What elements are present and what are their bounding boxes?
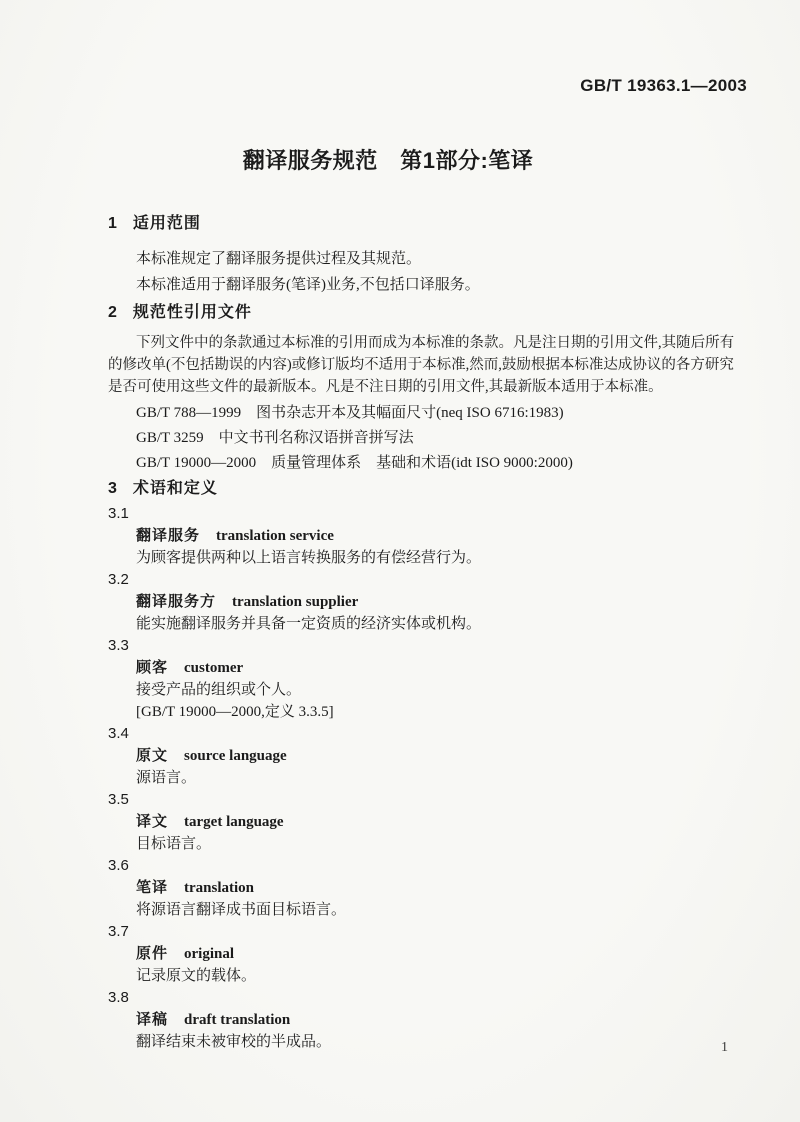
term-entry: [108, 789, 730, 855]
section-number: 2: [108, 304, 117, 321]
term-zh: 翻译服务方: [136, 593, 217, 610]
section-heading: [108, 479, 730, 499]
term-number: 3.6: [108, 857, 129, 874]
term-zh: 笔译: [136, 879, 169, 896]
section-heading: [108, 303, 730, 323]
term-title: [108, 591, 730, 613]
section-heading: [108, 214, 730, 234]
paragraph-line: 的修改单(不包括勘误的内容)或修订版均不适用于本标准,然而,鼓励根据本标准达成协议的各方研究: [108, 357, 734, 373]
term-number: 3.3: [108, 637, 129, 654]
doc-number: GB/T 19363.1—2003: [580, 76, 747, 95]
section-heading-label: 术语和定义: [132, 480, 218, 497]
term-entry: [108, 855, 730, 921]
paragraph-line: 是否可使用这些文件的最新版本。凡是不注日期的引用文件,其最新版本适用于本标准。: [108, 379, 663, 395]
term-zh: 译稿: [136, 1011, 169, 1028]
term-en: draft translation: [184, 1012, 291, 1028]
term-definition: 将源语言翻译成书面目标语言。: [136, 902, 347, 918]
term-number: 3.1: [108, 505, 129, 522]
term-entry: [108, 569, 730, 635]
section-scope: [108, 214, 730, 298]
term-en: translation service: [216, 528, 334, 544]
section-heading-label: 规范性引用文件: [132, 304, 252, 321]
paragraph-line: 下列文件中的条款通过本标准的引用而成为本标准的条款。凡是注日期的引用文件,其随后所有: [136, 335, 735, 351]
term-zh: 译文: [136, 813, 169, 830]
term-zh: 翻译服务: [136, 527, 201, 544]
term-number: 3.8: [108, 989, 129, 1006]
term-en: translation: [184, 880, 255, 896]
term-list: [108, 503, 730, 1053]
paragraph: 本标准适用于翻译服务(笔译)业务,不包括口译服务。: [136, 277, 480, 293]
term-title: [108, 745, 730, 767]
term-title: [108, 877, 730, 899]
intro-paragraph: [108, 332, 735, 398]
term-title: [108, 811, 730, 833]
term-en: customer: [184, 660, 244, 676]
term-zh: 原文: [136, 747, 169, 764]
section-number: 1: [108, 215, 117, 232]
term-title: [108, 657, 730, 679]
term-definition: 翻译结束未被审校的半成品。: [136, 1034, 332, 1050]
term-entry: [108, 987, 730, 1053]
term-source-note: [GB/T 19000—2000,定义 3.3.5]: [136, 704, 334, 720]
term-number: 3.5: [108, 791, 129, 808]
term-number: 3.7: [108, 923, 129, 940]
term-title: [108, 1009, 730, 1031]
section-normative-references: [108, 303, 735, 476]
reference-item: GB/T 3259 中文书刊名称汉语拼音拼写法: [136, 430, 414, 446]
term-number: 3.4: [108, 725, 129, 742]
term-definition: 源语言。: [136, 770, 197, 786]
term-definition: 记录原文的载体。: [136, 968, 257, 984]
term-en: source language: [184, 748, 287, 764]
term-definition: 能实施翻译服务并具备一定资质的经济实体或机构。: [136, 616, 482, 632]
term-entry: [108, 503, 730, 569]
reference-item: GB/T 788—1999 图书杂志开本及其幅面尺寸(neq ISO 6716:1983): [136, 405, 564, 421]
term-zh: 顾客: [136, 659, 169, 676]
term-zh: 原件: [136, 945, 169, 962]
paragraph: 本标准规定了翻译服务提供过程及其规范。: [136, 251, 422, 267]
term-definition: 目标语言。: [136, 836, 212, 852]
term-entry: [108, 635, 730, 723]
term-en: original: [184, 946, 235, 962]
term-definition: 为顾客提供两种以上语言转换服务的有偿经营行为。: [136, 550, 482, 566]
section-heading-label: 适用范围: [132, 215, 201, 232]
term-en: translation supplier: [232, 594, 359, 610]
term-entry: [108, 723, 730, 789]
term-number: 3.2: [108, 571, 129, 588]
section-terms-definitions: [108, 479, 730, 1053]
term-title: [108, 943, 730, 965]
term-title: [108, 525, 730, 547]
page-number: 1: [721, 1040, 728, 1055]
term-en: target language: [184, 814, 284, 830]
section-number: 3: [108, 480, 117, 497]
reference-list: [108, 401, 730, 476]
term-entry: [108, 921, 730, 987]
term-definition: 接受产品的组织或个人。: [136, 682, 302, 698]
page-title: 翻译服务规范 第1部分:笔译: [242, 148, 534, 173]
reference-item: GB/T 19000—2000 质量管理体系 基础和术语(idt ISO 9000:2000): [136, 455, 573, 471]
